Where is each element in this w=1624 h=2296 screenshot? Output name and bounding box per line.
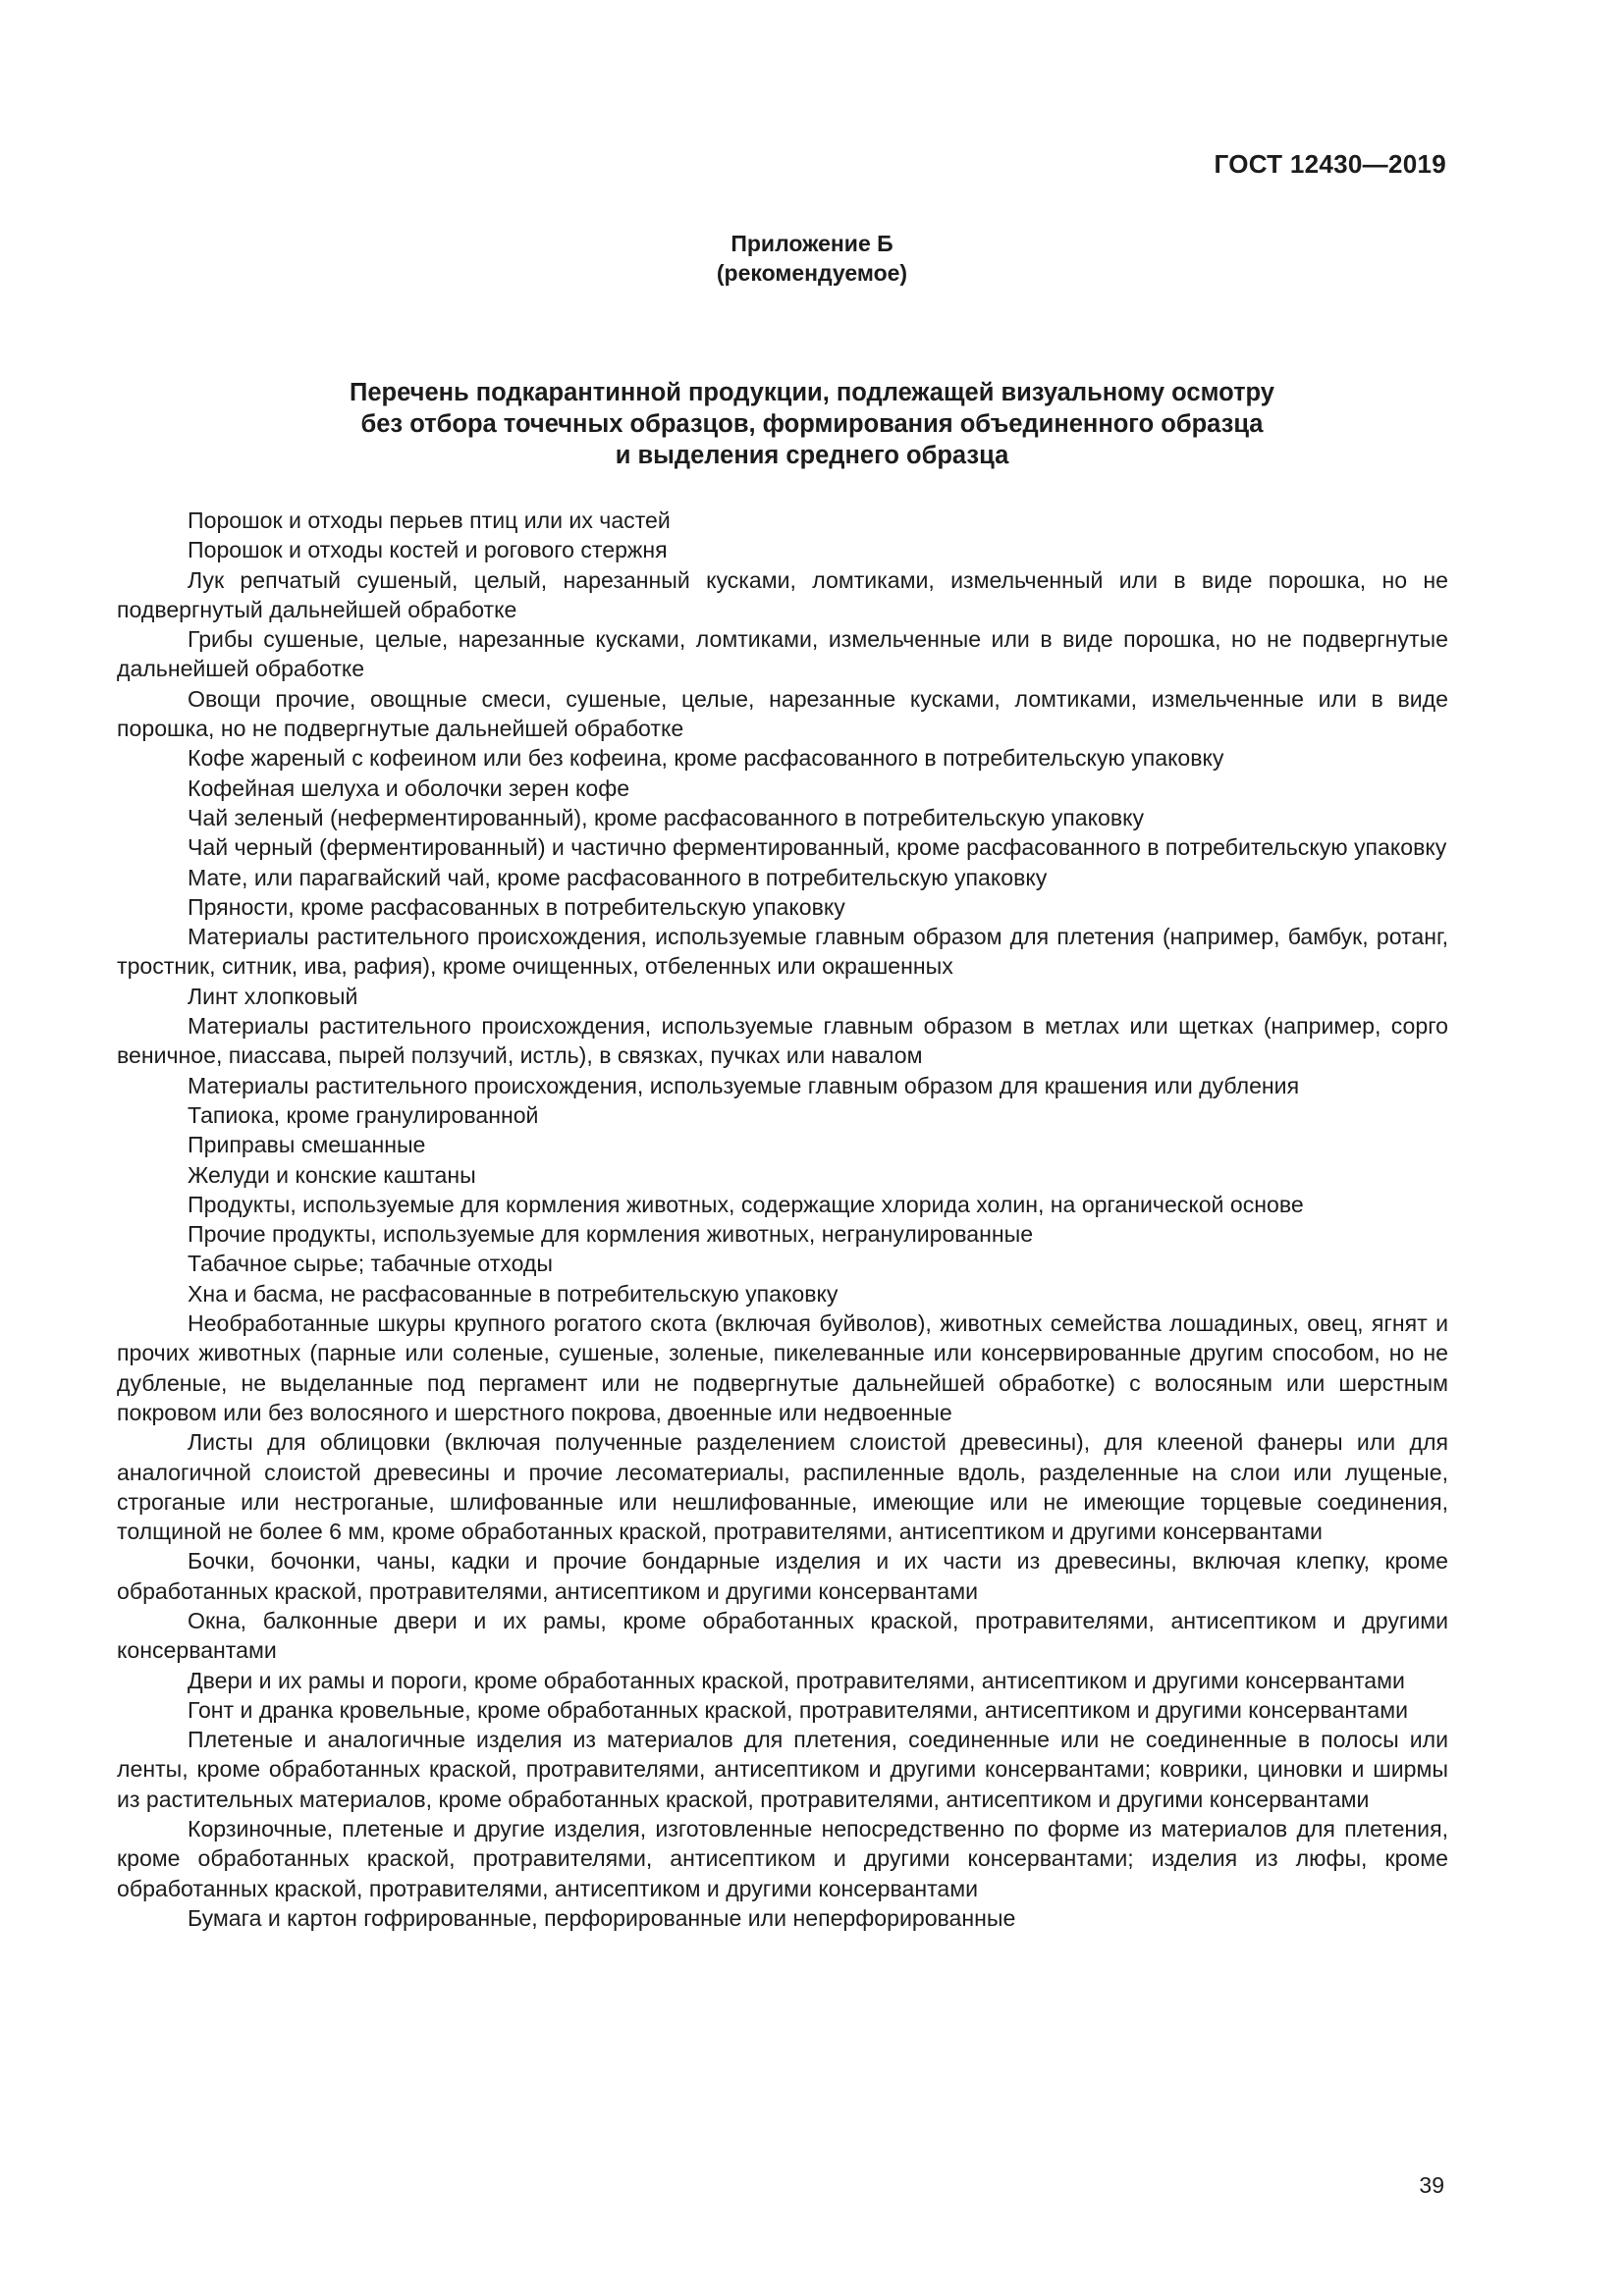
list-item: Порошок и отходы перьев птиц или их частей [188,507,671,533]
list-item: Линт хлопковый [188,983,358,1009]
page-number: 39 [1419,2172,1444,2198]
title-line: и выделения среднего образца [615,442,1009,469]
title-line: Перечень подкарантинной продукции, подлежащей визуальному осмотру [350,379,1274,406]
section-title [0,377,1624,471]
list-item: Порошок и отходы костей и рогового стержня [188,537,668,563]
list-item: Материалы растительного происхождения, используемые главным образом для плетения (например, бамбук, ротанг, тростник, ситник, ива, рафия), кроме очищенных, отбеленных или окрашенных [117,924,1448,980]
list-item: Двери и их рамы и пороги, кроме обработанных краской, протравителями, антисептиком и другими консервантами [188,1667,1405,1693]
list-item: Хна и басма, не расфасованные в потребительскую упаковку [188,1280,839,1307]
list-item: Прочие продукты, используемые для кормления животных, негранулированные [188,1221,1034,1248]
list-item: Табачное сырье; табачные отходы [188,1251,553,1277]
title-line: без отбора точечных образцов, формирования объединенного образца [360,410,1264,438]
list-item: Чай черный (ферментированный) и частично ферментированный, кроме расфасованного в потребительскую упаковку [188,834,1447,861]
appendix-label: Приложение Б [731,231,893,256]
list-item: Приправы смешанные [188,1132,426,1158]
list-item: Плетеные и аналогичные изделия из материалов для плетения, соединенные или не соединенные в полосы или ленты, кроме обработанных краской, протравителями, антисептиком и другими консервантами; коврики, циновки и ширмы из растительных материалов, кроме обработанных краской, протравителями, антисептиком и другими консервантами [117,1727,1448,1812]
list-item: Овощи прочие, овощные смеси, сушеные, целые, нарезанные кусками, ломтиками, измельченные или в виде порошка, но не подвергнутые дальнейшей обработке [117,685,1448,742]
list-item: Листы для облицовки (включая полученные разделением слоистой древесины), для клееной фанеры или для аналогичной слоистой древесины и прочие лесоматериалы, распиленные вдоль, разделенные на слои или лущеные, строганые или нестроганые, шлифованные или нешлифованные, имеющие или не имеющие торцевые соединения, толщиной не более 6 мм, кроме обработанных краской, протравителями, антисептиком и другими консервантами [117,1429,1448,1545]
list-item: Корзиночные, плетеные и другие изделия, изготовленные непосредственно по форме из материалов для плетения, кроме обработанных краской, протравителями, антисептиком и другими консервантами; изделия из люфы, кроме обработанных краской, протравителями, антисептиком и другими консервантами [117,1816,1448,1901]
list-item: Лук репчатый сушеный, целый, нарезанный кусками, ломтиками, измельченный или в виде порошка, но не подвергнутый дальнейшей обработке [117,566,1448,622]
list-item: Пряности, кроме расфасованных в потребительскую упаковку [188,893,845,920]
list-item: Чай зеленый (неферментированный), кроме расфасованного в потребительскую упаковку [188,804,1145,830]
list-item: Мате, или парагвайский чай, кроме расфасованного в потребительскую упаковку [188,864,1048,890]
list-item: Кофейная шелуха и оболочки зерен кофе [188,774,630,801]
list-item: Кофе жареный с кофеином или без кофеина, кроме расфасованного в потребительскую упаковку [188,745,1224,772]
list-item: Окна, балконные двери и их рамы, кроме обработанных краской, протравителями, антисептиком и другими консервантами [117,1607,1448,1664]
list-item: Грибы сушеные, целые, нарезанные кусками, ломтиками, измельченные или в виде порошка, но не подвергнутые дальнейшей обработке [117,626,1448,682]
appendix-status: (рекомендуемое) [716,260,908,286]
product-list [117,506,1448,1933]
list-item: Желуди и конские каштаны [188,1161,476,1188]
list-item: Продукты, используемые для кормления животных, содержащие хлорида холин, на органической основе [188,1191,1304,1217]
list-item: Материалы растительного происхождения, используемые главным образом для крашения или дубления [188,1072,1300,1098]
list-item: Материалы растительного происхождения, используемые главным образом в метлах или щетках (например, сорго веничное, пиассава, пырей ползучий, истль), в связках, пучках или навалом [117,1013,1448,1069]
appendix-heading [0,229,1624,288]
list-item: Гонт и дранка кровельные, кроме обработанных краской, протравителями, антисептиком и другими консервантами [188,1696,1409,1723]
list-item: Бумага и картон гофрированные, перфорированные или неперфорированные [188,1904,1016,1931]
list-item: Необработанные шкуры крупного рогатого скота (включая буйволов), животных семейства лошадиных, овец, ягнят и прочих животных (парные или соленые, сушеные, золеные, пикелеванные или консервированные другим способом, но не дубленые, не выделанные под пергамент или не подвергнутые дальнейшей обработке) с волосяным или шерстным покровом или без волосяного и шерстного покрова, двоенные или недвоенные [117,1310,1448,1425]
document-code: ГОСТ 12430—2019 [1214,149,1446,179]
list-item: Тапиока, кроме гранулированной [188,1101,539,1128]
list-item: Бочки, бочонки, чаны, кадки и прочие бондарные изделия и их части из древесины, включая клепку, кроме обработанных краской, протравителями, антисептиком и другими консервантами [117,1548,1448,1604]
